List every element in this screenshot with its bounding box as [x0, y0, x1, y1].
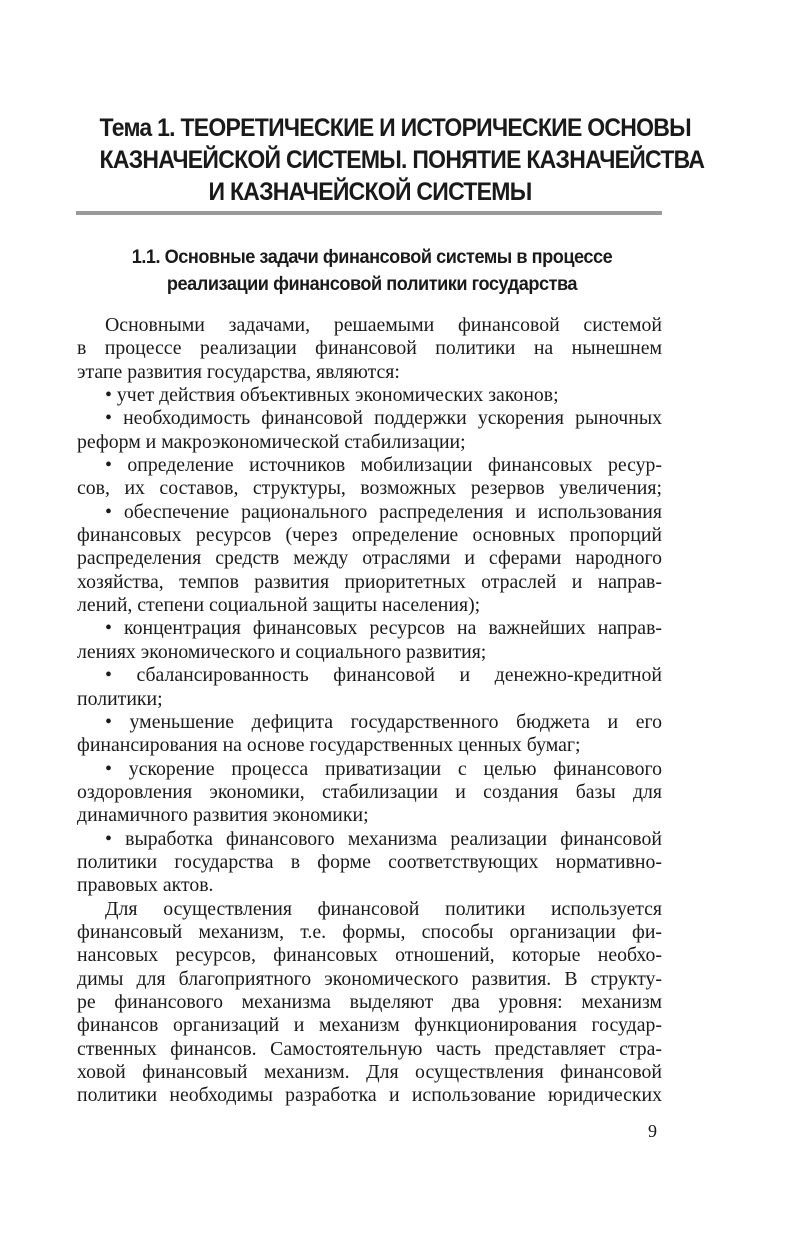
text-line: Основными задачами, решаемыми финансовой системой: [105, 314, 662, 336]
text-line: финансирования на основе государственных ценных бумаг;: [77, 734, 581, 757]
section-heading-line: реализации финансовой политики государства: [166, 273, 578, 295]
text-line: политики государства в форме соответствующих нормативно-: [77, 850, 662, 873]
bullet-line: • сбалансированность финансовой и денежно-кредитной: [105, 664, 662, 687]
text-line: димы для благоприятного экономического развития. В структу-: [77, 967, 662, 990]
text-line: хозяйства, темпов развития приоритетных отраслей и направ-: [77, 570, 662, 593]
bullet-line: • выработка финансового механизма реализации финансовой: [105, 827, 662, 850]
text-line: финансовых ресурсов (через определение основных пропорций: [77, 524, 662, 547]
text-line: ховой финансовый механизм. Для осуществления финансовой: [77, 1061, 662, 1083]
text-line: политики необходимы разработка и использование юридических: [77, 1084, 662, 1107]
text-line: лений, степени социальной защиты населения);: [77, 594, 481, 617]
chapter-title: [99, 112, 705, 208]
text-line: ре финансового механизма выделяют два уровня: механизм: [77, 990, 662, 1013]
text-line: реформ и макроэкономической стабилизации;: [77, 430, 466, 453]
body-text: [77, 314, 662, 1108]
text-line: сов, их составов, структуры, возможных резервов увеличения;: [77, 477, 662, 500]
text-line: финансовый механизм, т.е. формы, способы организации фи-: [77, 920, 662, 943]
text-line: политики;: [77, 687, 163, 710]
chapter-title-line: КАЗНАЧЕЙСКОЙ СИСТЕМЫ. ПОНЯТИЕ КАЗНАЧЕЙСТВА: [99, 146, 705, 174]
chapter-title-line: И КАЗНАЧЕЙСКОЙ СИСТЕМЫ: [208, 178, 532, 206]
page-number: 9: [648, 1121, 657, 1141]
text-line: финансов организаций и механизм функционирования государ-: [77, 1014, 662, 1037]
text-line: Для осуществления финансовой политики используется: [105, 897, 662, 920]
text-line: динамичного развития экономики;: [77, 804, 369, 827]
bullet-line: • концентрация финансовых ресурсов на важнейших направ-: [105, 617, 662, 640]
bullet-line: • обеспечение рационального распределения и использования: [105, 500, 662, 523]
text-line: нансовых ресурсов, финансовых отношений, которые необхо-: [77, 944, 662, 967]
section-heading: [115, 244, 628, 298]
text-line: правовых актов.: [77, 874, 214, 897]
bullet-line: • ускорение процесса приватизации с целью финансового: [105, 757, 662, 780]
title-divider: [76, 211, 662, 215]
bullet-line: • определение источников мобилизации финансовых ресур-: [105, 454, 662, 477]
bullet-line: • уменьшение дефицита государственного бюджета и его: [105, 710, 662, 733]
text-line: лениях экономического и социального развития;: [77, 640, 487, 663]
text-line: распределения средств между отраслями и сферами народного: [77, 547, 662, 570]
text-line: этапе развития государства, являются:: [77, 360, 400, 383]
text-line: ственных финансов. Самостоятельную часть представляет стра-: [77, 1037, 662, 1060]
bullet-line: • необходимость финансовой поддержки ускорения рыночных: [105, 407, 662, 430]
text-line: в процессе реализации финансовой политики на нынешнем: [77, 337, 662, 360]
bullet-line: • учет действия объективных экономических законов;: [105, 384, 559, 407]
text-line: оздоровления экономики, стабилизации и создания базы для: [77, 780, 662, 803]
section-heading-line: 1.1. Основные задачи финансовой системы в процессе: [131, 246, 613, 268]
chapter-title-line: Тема 1. ТЕОРЕТИЧЕСКИЕ И ИСТОРИЧЕСКИЕ ОСНОВЫ: [99, 114, 691, 142]
